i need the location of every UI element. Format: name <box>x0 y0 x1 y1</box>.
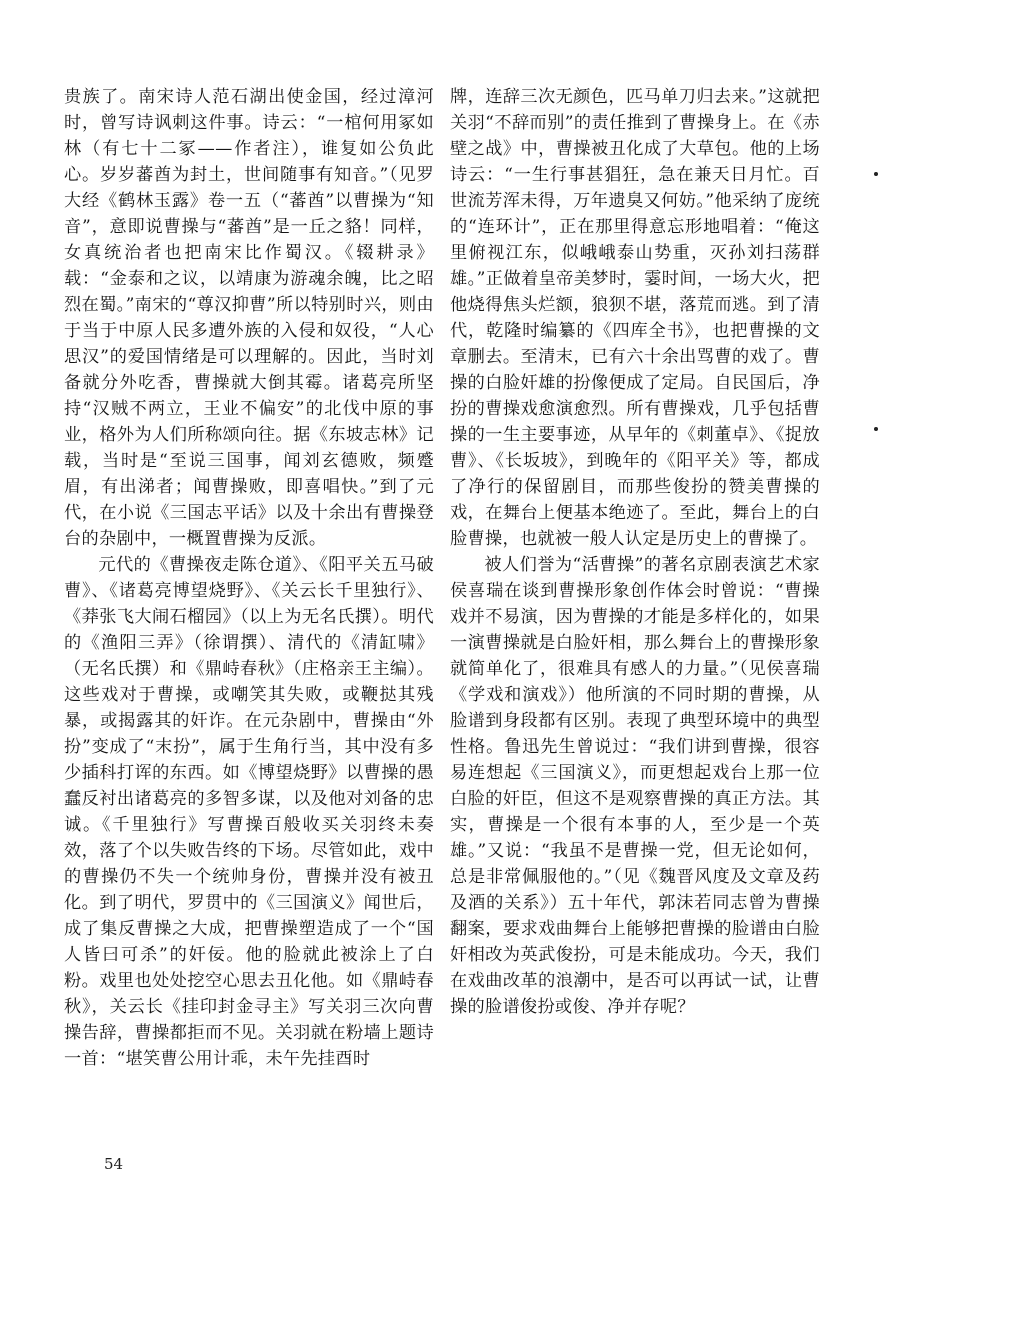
left-column <box>64 84 434 1072</box>
right-column <box>450 84 820 1020</box>
left-paragraph-2: 元代的《曹操夜走陈仓道》、《阳平关五马破曹》、《诸葛亮博望烧野》、《关云长千里独行》、《莽张飞大闹石榴园》（以上为无名氏撰）。明代的《渔阳三弄》（徐谓撰）、清代的《清缸啸》（无名氏撰）和《鼎峙春秋》（庄格亲王主编）。这些戏对于曹操，或嘲笑其失败，或鞭挞其残暴，或揭露其的奸诈。在元杂剧中，曹操由“外扮”变成了“末扮”，属于生角行当，其中没有多少插科打诨的东西。如《博望烧野》以曹操的愚蠢反衬出诸葛亮的多智多谋，以及他对刘备的忠诚。《千里独行》写曹操百般收买关羽终未奏效，落了个以失败告终的下场。尽管如此，戏中的曹操仍不失一个统帅身份，曹操并没有被丑化。到了明代，罗贯中的《三国演义》闻世后，成了集反曹操之大成，把曹操塑造成了一个“国人皆曰可杀”的奸佞。他的脸就此被涂上了白粉。戏里也处处挖空心思去丑化他。如《鼎峙春秋》，关云长《挂印封金寻主》写关羽三次向曹操告辞，曹操都拒而不见。关羽就在粉墙上题诗一首：“堪笑曹公用计乖，未午先挂酉时 <box>64 555 434 1069</box>
scan-speck <box>874 172 878 176</box>
page-number: 54 <box>104 1155 124 1173</box>
scan-speck <box>874 427 878 431</box>
right-paragraph-2: 被人们誉为“活曹操”的著名京剧表演艺术家侯喜瑞在谈到曹操形象创作体会时曾说：“曹操戏并不易演，因为曹操的才能是多样化的，如果一演曹操就是白脸奸相，那么舞台上的曹操形象就简单化了，很难具有感人的力量。”（见侯喜瑞《学戏和演戏》）他所演的不同时期的曹操，从脸谱到身段都有区别。表现了典型环境中的典型性格。鲁迅先生曾说过：“我们讲到曹操，很容易连想起《三国演义》，而更想起戏台上那一位白脸的奸臣，但这不是观察曹操的真正方法。其实，曹操是一个很有本事的人，至少是一个英雄。”又说：“我虽不是曹操一党，但无论如何，总是非常佩服他的。”（见《魏晋风度及文章及药及酒的关系》）五十年代，郭沫若同志曾为曹操翻案，要求戏曲舞台上能够把曹操的脸谱由白脸奸相改为英武俊扮，可是未能成功。今天，我们在戏曲改革的浪潮中，是否可以再试一试，让曹操的脸谱俊扮或俊、净并存呢？ <box>450 555 820 1017</box>
left-paragraph-1: 贵族了。南宋诗人范石湖出使金国，经过漳河时，曾写诗讽刺这件事。诗云：“一棺何用冢如林（有七十二冢——作者注），谁复如公负此心。岁岁蕃酋为封土，世间随事有知音。”（见罗大经《鹤林玉露》卷一五（“蕃酋”以曹操为“知音”，意即说曹操与“蕃酋”是一丘之貉！同样，女真统治者也把南宋比作蜀汉。《辍耕录》载：“金泰和之议，以靖康为游魂余魄，比之昭烈在蜀。”南宋的“尊汉抑曹”所以特别时兴，则由于当于中原人民多遭外族的入侵和奴役，“人心思汉”的爱国情绪是可以理解的。因此，当时刘备就分外吃香，曹操就大倒其霉。诸葛亮所坚持“汉贼不两立，王业不偏安”的北伐中原的事业，格外为人们所称颂向往。据《东坡志林》记载，当时是“至说三国事，闻刘玄德败，频蹙眉，有出涕者；闻曹操败，即喜唱快。”到了元代，在小说《三国志平话》以及十余出有曹操登台的杂剧中，一概置曹操为反派。 <box>64 87 434 549</box>
right-paragraph-1: 牌，连辞三次无颜色，匹马单刀归去来。”这就把关羽“不辞而别”的责任推到了曹操身上。在《赤壁之战》中，曹操被丑化成了大草包。他的上场诗云：“一生行事甚猖狂，急在兼天日月忙。百世流芳浑未得，万年遗臭又何妨。”他采纳了庞统的“连环计”，正在那里得意忘形地唱着：“俺这里俯视江东，似峨峨泰山势重，灭孙刘扫荡群雄。”正做着皇帝美梦时，霎时间，一场大火，把他烧得焦头烂额，狼狈不堪，落荒而逃。到了清代，乾隆时编纂的《四库全书》，也把曹操的文章删去。至清末，已有六十余出骂曹的戏了。曹操的白脸奸雄的扮像便成了定局。自民国后，净扮的曹操戏愈演愈烈。所有曹操戏，几乎包括曹操的一生主要事迹，从早年的《刺董卓》、《捉放曹》、《长坂坡》，到晚年的《阳平关》等，都成了净行的保留剧目，而那些俊扮的赞美曹操的戏，在舞台上便基本绝迹了。至此，舞台上的白脸曹操，也就被一般人认定是历史上的曹操了。 <box>450 87 820 549</box>
